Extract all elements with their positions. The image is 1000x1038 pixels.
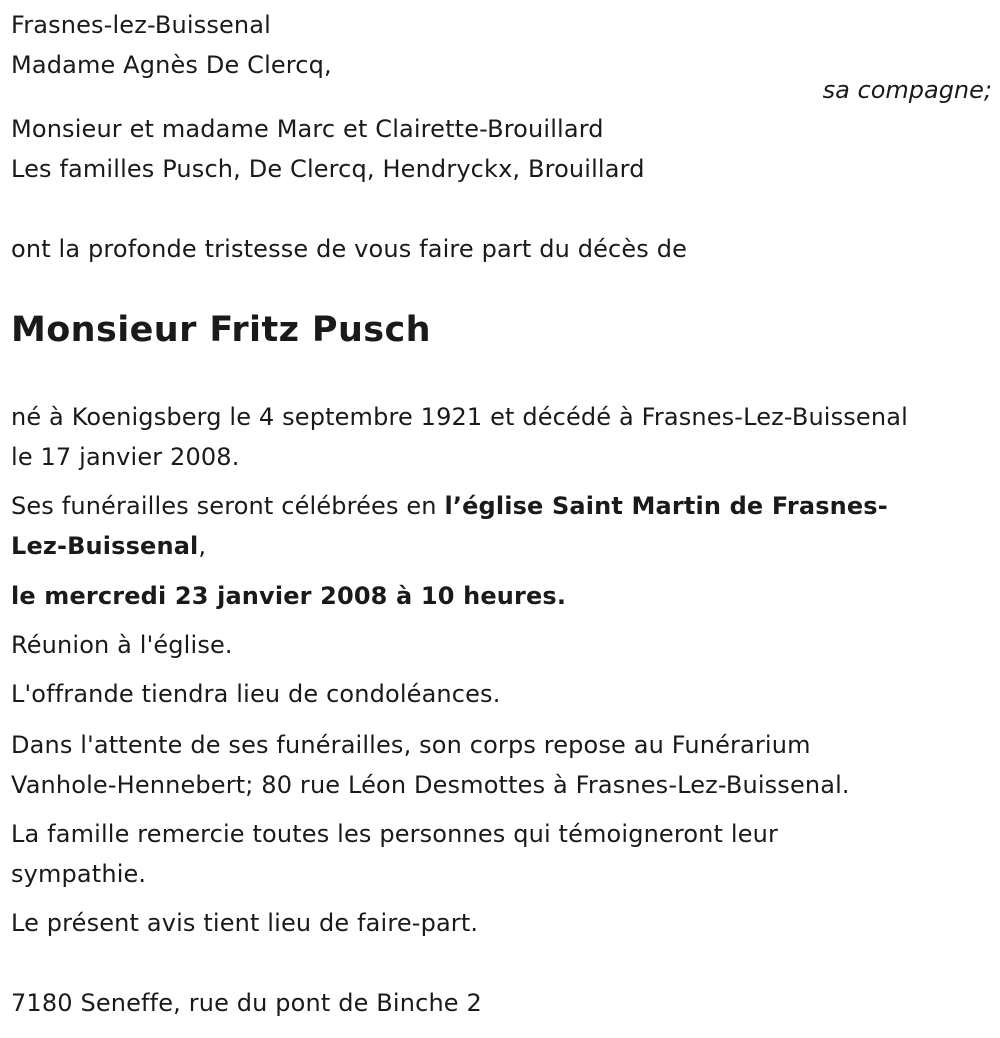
partner-role: sa compagne; <box>822 76 992 104</box>
family-line-1: Monsieur et madame Marc et Clairette-Brouillard <box>11 115 604 143</box>
thanks-line-2: sympathie. <box>11 860 147 888</box>
rest-line-2: Vanhole-Hennebert; 80 rue Léon Desmottes à Frasnes-Lez-Buissenal. <box>11 771 850 799</box>
partner-name: Madame Agnès De Clercq, <box>11 51 332 79</box>
gathering-line: Réunion à l'église. <box>11 631 233 659</box>
church-comma: , <box>198 532 207 560</box>
thanks-line-1: La famille remercie toutes les personnes qui témoigneront leur <box>11 820 778 848</box>
funeral-line-2 <box>11 526 206 566</box>
place-line: Frasnes-lez-Buissenal <box>11 11 271 39</box>
rest-line-1: Dans l'attente de ses funérailles, son corps repose au Funérarium <box>11 731 811 759</box>
deceased-name: Monsieur Fritz Pusch <box>11 310 432 350</box>
church-name-part-1: l’église Saint Martin de Frasnes- <box>444 492 888 520</box>
funeral-intro: Ses funérailles seront célébrées en <box>11 492 445 520</box>
announcement-line: ont la profonde tristesse de vous faire part du décès de <box>11 235 688 263</box>
church-name-part-2: Lez-Buissenal <box>11 532 199 560</box>
birth-death-line-2: le 17 janvier 2008. <box>11 443 240 471</box>
birth-death-line-1: né à Koenigsberg le 4 septembre 1921 et décédé à Frasnes-Lez-Buissenal <box>11 403 908 431</box>
notice-line: Le présent avis tient lieu de faire-part. <box>11 909 479 937</box>
funeral-line-1 <box>11 486 888 526</box>
family-line-2: Les familles Pusch, De Clercq, Hendryckx, Brouillard <box>11 155 645 183</box>
address-line: 7180 Seneffe, rue du pont de Binche 2 <box>11 989 482 1017</box>
funeral-date: le mercredi 23 janvier 2008 à 10 heures. <box>11 582 567 610</box>
offering-line: L'offrande tiendra lieu de condoléances. <box>11 680 501 708</box>
